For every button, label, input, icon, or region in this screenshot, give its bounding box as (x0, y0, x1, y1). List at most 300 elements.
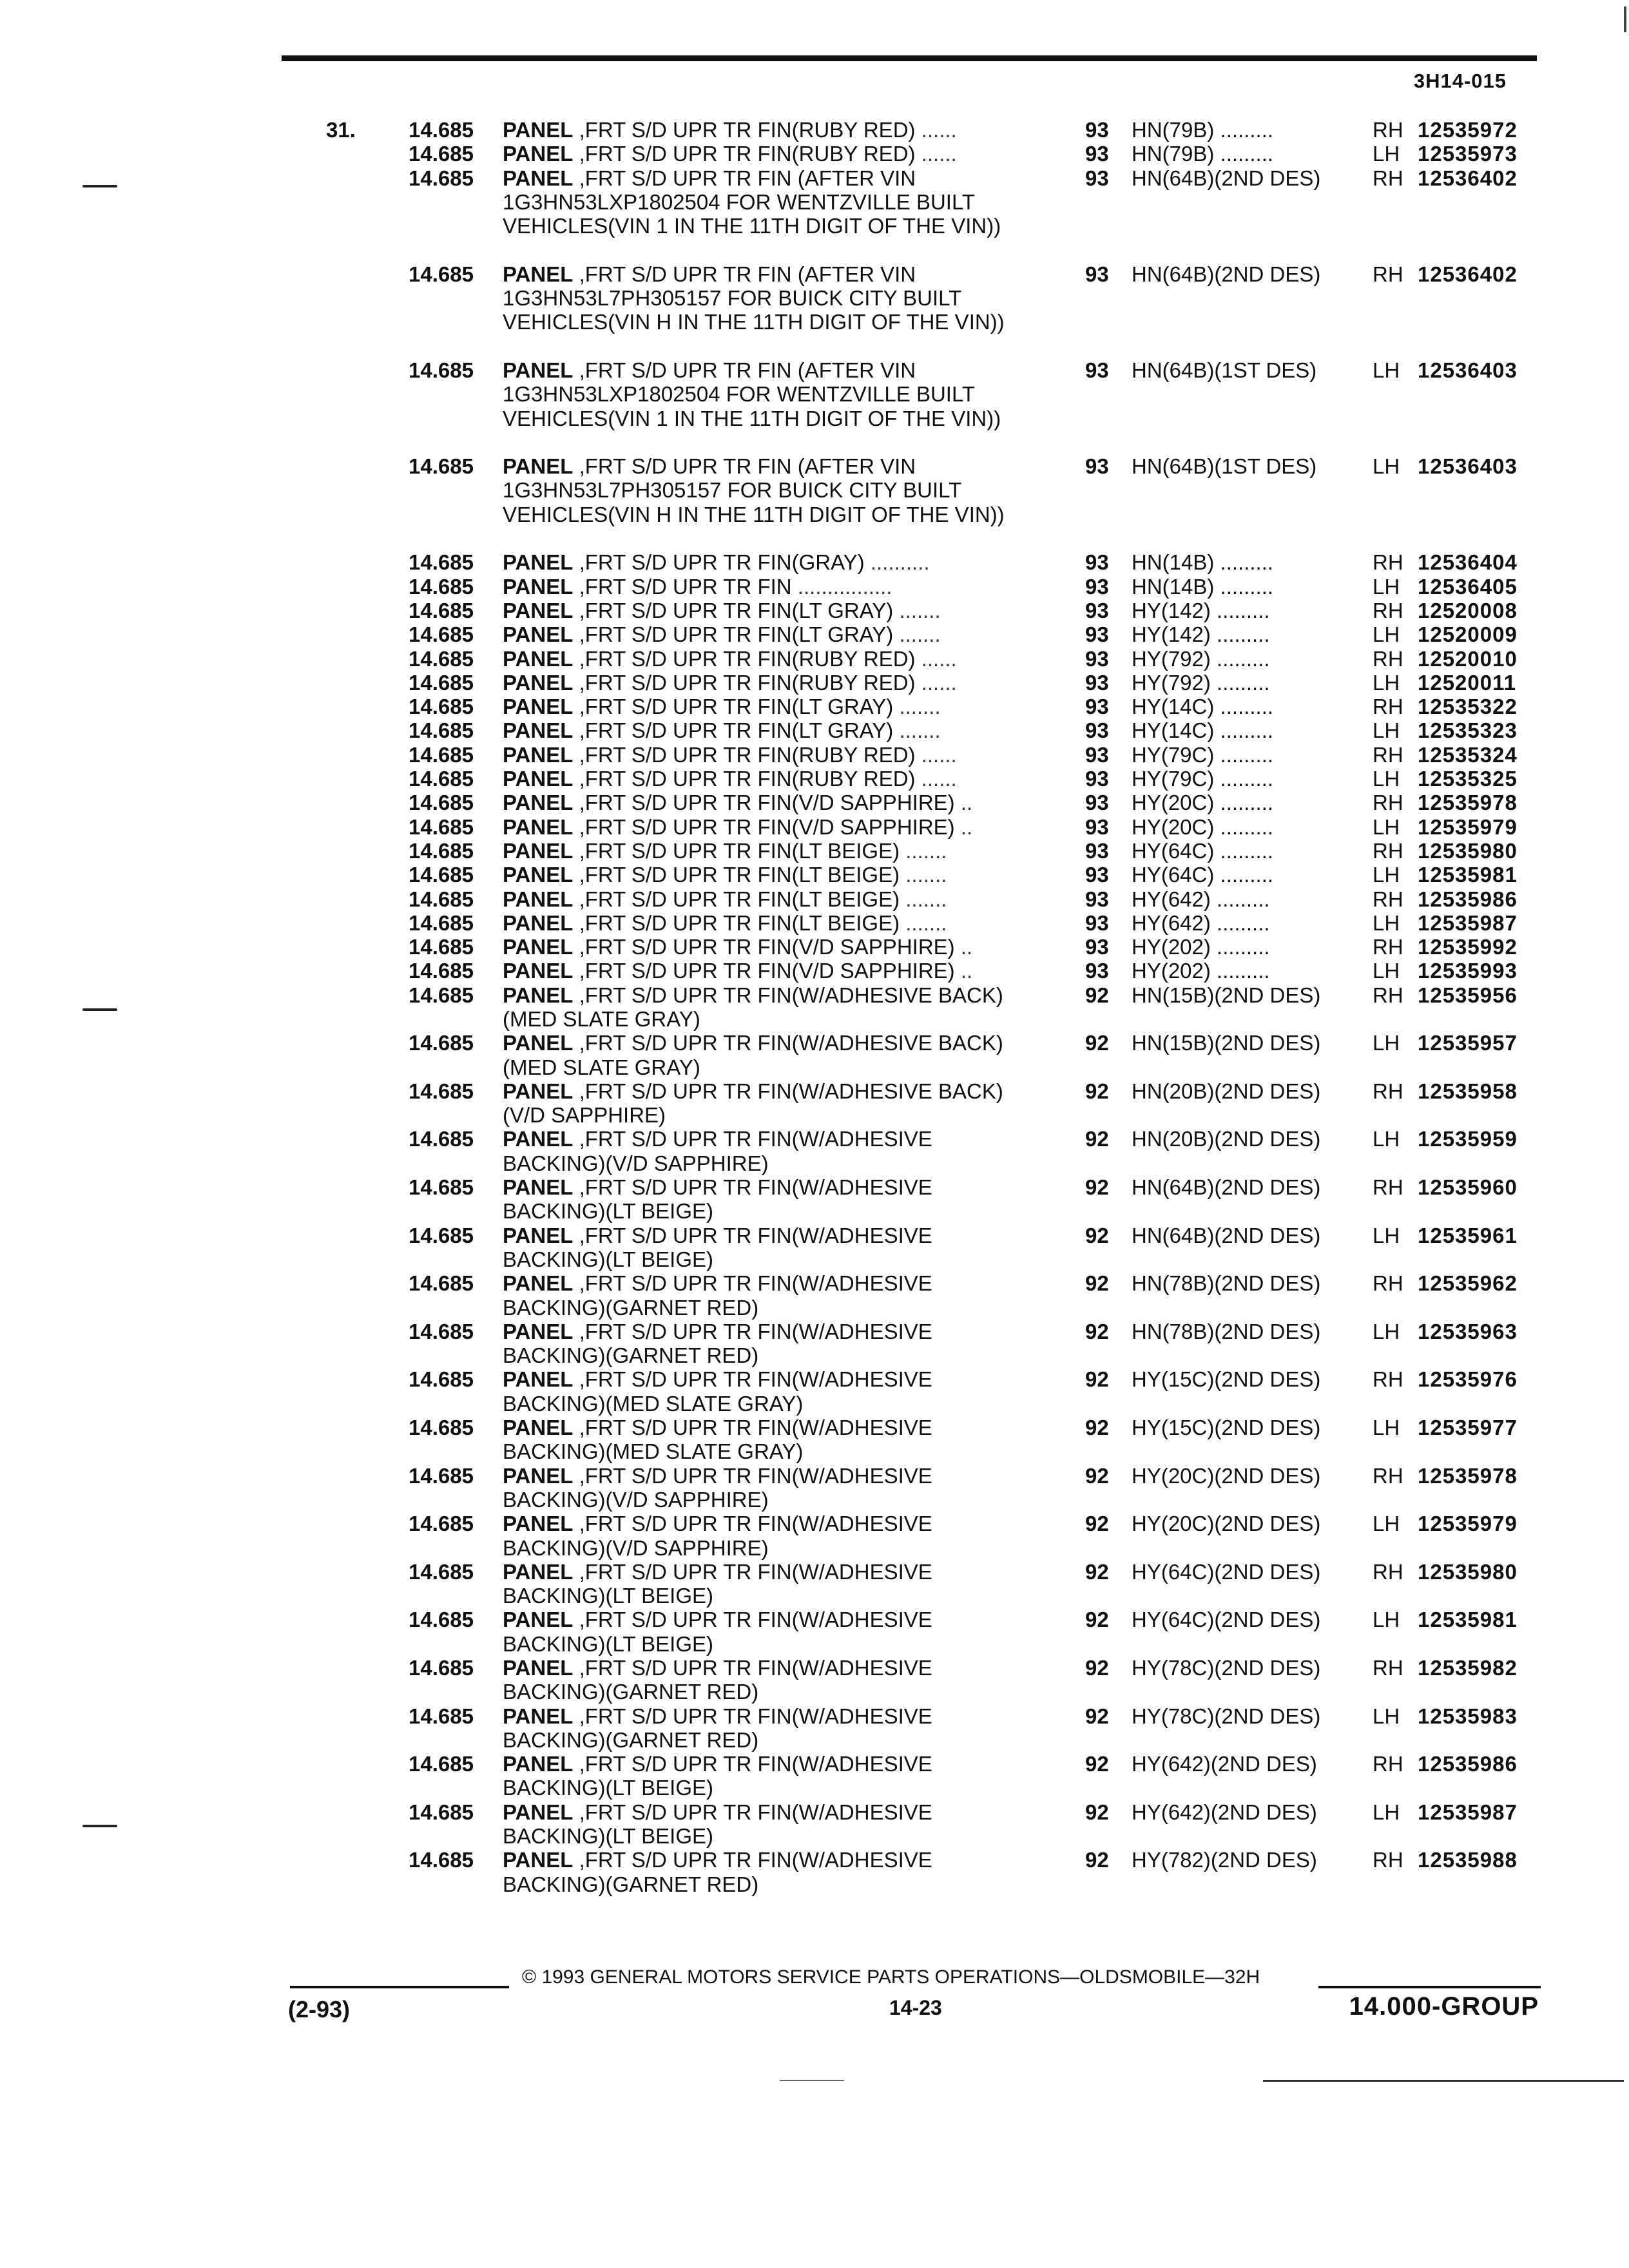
model-year: 93 (1085, 814, 1109, 839)
model-code: HY(78C)(2ND DES) (1132, 1656, 1321, 1680)
part-name: PANEL (503, 622, 574, 647)
part-number: 12535324 (1418, 742, 1518, 767)
model-year: 92 (1085, 1367, 1109, 1392)
model-year: 92 (1085, 1704, 1109, 1728)
part-detail: ,FRT S/D UPR TR FIN(RUBY RED) (573, 767, 916, 791)
table-row (0, 1175, 1629, 1224)
dot-leader: ...... (915, 767, 957, 791)
part-description (503, 1848, 1031, 1896)
table-row (0, 599, 1629, 622)
part-number: 12535979 (1418, 814, 1518, 839)
table-row (0, 1512, 1629, 1560)
model-code: HY(14C) ......... (1132, 718, 1274, 743)
table-row (0, 1752, 1629, 1800)
part-detail: ,FRT S/D UPR TR FIN(W/ADHESIVE BACKING)(GARNET RED) (503, 1704, 932, 1752)
part-number: 12536403 (1418, 454, 1518, 479)
group-number: 14.685 (409, 1271, 474, 1296)
part-description (503, 815, 1031, 839)
dot-leader: ...... (915, 646, 957, 671)
side-code: RH (1373, 1752, 1403, 1776)
part-number: 12535961 (1418, 1223, 1518, 1247)
model-code: HY(64C) ......... (1132, 838, 1274, 863)
part-description (503, 1608, 1031, 1656)
footer-rule-right (1318, 1986, 1541, 1988)
side-code: LH (1373, 1512, 1400, 1536)
part-detail: ,FRT S/D UPR TR FIN(RUBY RED) (573, 118, 916, 142)
model-year: 93 (1085, 742, 1109, 767)
model-year: 92 (1085, 1608, 1109, 1632)
part-number: 12535978 (1418, 791, 1518, 815)
part-name: PANEL (503, 1416, 574, 1440)
part-number: 12535986 (1418, 1752, 1518, 1776)
side-code: LH (1373, 1031, 1400, 1055)
table-row (0, 1704, 1629, 1753)
model-code: HY(642)(2ND DES) (1132, 1752, 1317, 1776)
part-detail: ,FRT S/D UPR TR FIN(V/D SAPPHIRE) (573, 814, 955, 839)
part-number: 12520011 (1418, 670, 1517, 695)
part-name: PANEL (503, 1512, 574, 1536)
model-code: HN(14B) ......... (1132, 550, 1274, 575)
model-year: 92 (1085, 1512, 1109, 1536)
part-number: 12535976 (1418, 1367, 1518, 1392)
side-code: LH (1373, 358, 1400, 382)
part-name: PANEL (503, 1704, 574, 1728)
part-detail: ,FRT S/D UPR TR FIN(LT BEIGE) (573, 863, 900, 887)
side-code: LH (1373, 959, 1400, 983)
model-year: 92 (1085, 1800, 1109, 1824)
part-description (503, 695, 1031, 718)
part-description (503, 1464, 1031, 1512)
part-detail: ,FRT S/D UPR TR FIN(RUBY RED) (573, 742, 916, 767)
part-name: PANEL (503, 550, 574, 575)
table-row (0, 1608, 1629, 1656)
model-year: 92 (1085, 1319, 1109, 1343)
part-number: 12535325 (1418, 767, 1518, 791)
table-row (0, 743, 1629, 767)
part-description (503, 863, 1031, 887)
part-detail: ,FRT S/D UPR TR FIN(LT GRAY) (573, 695, 894, 719)
part-detail: ,FRT S/D UPR TR FIN(V/D SAPPHIRE) (573, 935, 955, 959)
part-name: PANEL (503, 695, 574, 719)
part-name: PANEL (503, 1271, 574, 1296)
model-code: HN(79B) ......... (1132, 118, 1274, 142)
part-name: PANEL (503, 887, 574, 911)
table-row (0, 1367, 1629, 1416)
group-number: 14.685 (409, 1800, 474, 1824)
part-detail: ,FRT S/D UPR TR FIN(LT GRAY) (573, 718, 894, 743)
part-detail: ,FRT S/D UPR TR FIN(W/ADHESIVE BACKING)(V/D SAPPHIRE) (503, 1127, 932, 1175)
part-detail: ,FRT S/D UPR TR FIN(W/ADHESIVE BACKING)(GARNET RED) (503, 1319, 932, 1368)
side-code: RH (1373, 935, 1403, 959)
part-name: PANEL (503, 1175, 574, 1200)
part-detail: ,FRT S/D UPR TR FIN(W/ADHESIVE BACKING)(V/D SAPPHIRE) (503, 1512, 932, 1560)
dot-leader: .. (954, 814, 973, 839)
side-code: RH (1373, 1848, 1403, 1872)
part-name: PANEL (503, 1752, 574, 1776)
part-number: 12535979 (1418, 1512, 1518, 1536)
group-number: 14.685 (409, 887, 474, 911)
part-description (503, 1271, 1031, 1320)
page-id: 3H14-015 (1413, 70, 1507, 92)
model-code: HY(782)(2ND DES) (1132, 1848, 1317, 1872)
table-row (0, 1031, 1629, 1079)
group-number: 14.685 (409, 622, 474, 647)
table-row (0, 1800, 1629, 1849)
table-row (0, 887, 1629, 911)
part-description (503, 767, 1031, 791)
model-year: 93 (1085, 142, 1109, 166)
part-name: PANEL (503, 767, 574, 791)
part-detail: ,FRT S/D UPR TR FIN(GRAY) (573, 550, 865, 575)
side-code: RH (1373, 598, 1403, 622)
model-code: HY(64C)(2ND DES) (1132, 1608, 1321, 1632)
part-detail: ,FRT S/D UPR TR FIN (AFTER VIN 1G3HN53LXP1802504 FOR WENTZVILLE BUILT VEHICLES(VIN 1 IN THE 11TH DIGIT OF THE VIN)) (503, 358, 1001, 430)
side-code: LH (1373, 767, 1400, 791)
side-code: LH (1373, 1127, 1400, 1151)
part-number: 12535322 (1418, 695, 1518, 719)
group-number: 14.685 (409, 767, 474, 791)
part-name: PANEL (503, 142, 574, 166)
part-description (503, 1512, 1031, 1560)
group-number: 14.685 (409, 1656, 474, 1680)
part-name: PANEL (503, 1031, 574, 1055)
part-description (503, 142, 1031, 166)
model-year: 93 (1085, 887, 1109, 911)
group-number: 14.685 (409, 1848, 474, 1872)
part-description (503, 983, 1031, 1032)
side-code: RH (1373, 791, 1403, 815)
part-name: PANEL (503, 454, 574, 479)
dot-leader: ....... (900, 838, 947, 863)
bottom-rule (1263, 2080, 1624, 2082)
model-code: HY(142) ......... (1132, 598, 1270, 622)
part-detail: ,FRT S/D UPR TR FIN(V/D SAPPHIRE) (573, 959, 955, 983)
model-year: 92 (1085, 1656, 1109, 1680)
group-label: 14.000-GROUP (1349, 1992, 1539, 2021)
side-code: RH (1373, 742, 1403, 767)
model-year: 93 (1085, 622, 1109, 647)
group-number: 14.685 (409, 1512, 474, 1536)
side-code: LH (1373, 1608, 1400, 1632)
model-code: HY(20C) ......... (1132, 791, 1274, 815)
model-code: HN(79B) ......... (1132, 142, 1274, 166)
table-row (0, 262, 1629, 358)
part-number: 12520008 (1418, 598, 1518, 622)
table-row (0, 358, 1629, 454)
group-number: 14.685 (409, 358, 474, 382)
side-code: RH (1373, 550, 1403, 575)
side-code: LH (1373, 142, 1400, 166)
part-description (503, 1079, 1031, 1128)
table-row (0, 647, 1629, 671)
model-code: HY(78C)(2ND DES) (1132, 1704, 1321, 1728)
part-detail: ,FRT S/D UPR TR FIN(RUBY RED) (573, 670, 916, 695)
model-code: HY(792) ......... (1132, 646, 1270, 671)
part-name: PANEL (503, 983, 574, 1007)
model-year: 93 (1085, 838, 1109, 863)
part-number: 12535981 (1418, 863, 1518, 887)
part-number: 12535986 (1418, 887, 1518, 911)
part-number: 12535972 (1418, 118, 1518, 142)
part-description (503, 1560, 1031, 1608)
model-year: 93 (1085, 454, 1109, 479)
dot-leader: .......... (864, 550, 930, 575)
part-detail: ,FRT S/D UPR TR FIN(LT BEIGE) (573, 887, 900, 911)
group-number: 14.685 (409, 1079, 474, 1103)
table-row (0, 166, 1629, 262)
table-row (0, 1560, 1629, 1608)
side-code: RH (1373, 695, 1403, 719)
table-row (0, 695, 1629, 718)
page-number: 14-23 (889, 1996, 942, 2019)
dot-leader: .. (954, 935, 973, 959)
part-name: PANEL (503, 1656, 574, 1680)
header-rule (282, 55, 1537, 61)
side-code: RH (1373, 118, 1403, 142)
group-number: 14.685 (409, 983, 474, 1007)
part-number: 12535981 (1418, 1608, 1518, 1632)
model-code: HN(64B)(2ND DES) (1132, 1223, 1321, 1247)
part-detail: ,FRT S/D UPR TR FIN(W/ADHESIVE BACK)(MED SLATE GRAY) (503, 1031, 1003, 1079)
part-number: 12535963 (1418, 1319, 1518, 1343)
part-detail: ,FRT S/D UPR TR FIN(LT GRAY) (573, 622, 894, 647)
part-number: 12535983 (1418, 1704, 1518, 1728)
part-description (503, 1752, 1031, 1800)
model-code: HY(14C) ......... (1132, 695, 1274, 719)
model-code: HN(78B)(2ND DES) (1132, 1319, 1321, 1343)
dot-leader: ....... (893, 695, 941, 719)
model-code: HY(79C) ......... (1132, 742, 1274, 767)
part-name: PANEL (503, 910, 574, 935)
part-name: PANEL (503, 959, 574, 983)
footer-rule-left (290, 1986, 509, 1988)
model-code: HY(20C)(2ND DES) (1132, 1512, 1321, 1536)
group-number: 14.685 (409, 910, 474, 935)
part-number: 12535956 (1418, 983, 1518, 1007)
table-row (0, 1127, 1629, 1175)
table-row (0, 1416, 1629, 1464)
table-row (0, 671, 1629, 695)
model-year: 92 (1085, 1031, 1109, 1055)
table-row (0, 454, 1629, 550)
part-name: PANEL (503, 166, 574, 190)
part-number: 12535960 (1418, 1175, 1518, 1200)
part-detail: ,FRT S/D UPR TR FIN (573, 574, 792, 599)
group-number: 14.685 (409, 1367, 474, 1392)
part-number: 12535987 (1418, 910, 1518, 935)
model-year: 93 (1085, 118, 1109, 142)
side-code: RH (1373, 646, 1403, 671)
group-number: 14.685 (409, 1752, 474, 1776)
part-number: 12536402 (1418, 262, 1518, 286)
group-number: 14.685 (409, 454, 474, 479)
side-code: RH (1373, 1271, 1403, 1296)
revision-date: (2-93) (288, 1996, 351, 2023)
model-code: HN(15B)(2ND DES) (1132, 1031, 1321, 1055)
part-detail: ,FRT S/D UPR TR FIN(LT BEIGE) (573, 838, 900, 863)
group-number: 14.685 (409, 118, 474, 142)
part-description (503, 791, 1031, 814)
part-description (503, 935, 1031, 959)
table-row (0, 839, 1629, 863)
part-name: PANEL (503, 935, 574, 959)
part-description (503, 1800, 1031, 1849)
part-description (503, 911, 1031, 935)
dot-leader: ....... (893, 622, 941, 647)
dot-leader: ....... (900, 910, 947, 935)
side-code: LH (1373, 1416, 1400, 1440)
group-number: 14.685 (409, 935, 474, 959)
part-number: 12535973 (1418, 142, 1518, 166)
side-code: LH (1373, 574, 1400, 599)
model-code: HN(64B)(1ST DES) (1132, 358, 1317, 382)
table-row (0, 118, 1629, 142)
copyright-notice: © 1993 GENERAL MOTORS SERVICE PARTS OPERATIONS—OLDSMOBILE—32H (522, 1966, 1260, 1988)
part-detail: ,FRT S/D UPR TR FIN(RUBY RED) (573, 646, 916, 671)
part-detail: ,FRT S/D UPR TR FIN(W/ADHESIVE BACKING)(LT BEIGE) (503, 1800, 932, 1849)
part-name: PANEL (503, 358, 574, 382)
model-year: 93 (1085, 935, 1109, 959)
model-year: 93 (1085, 863, 1109, 887)
side-code: RH (1373, 838, 1403, 863)
part-detail: ,FRT S/D UPR TR FIN(RUBY RED) (573, 142, 916, 166)
part-description (503, 743, 1031, 767)
group-number: 14.685 (409, 646, 474, 671)
model-year: 92 (1085, 983, 1109, 1007)
side-code: LH (1373, 814, 1400, 839)
group-number: 14.685 (409, 1559, 474, 1584)
group-number: 14.685 (409, 1463, 474, 1488)
part-detail: ,FRT S/D UPR TR FIN (AFTER VIN 1G3HN53L7PH305157 FOR BUICK CITY BUILT VEHICLES(VIN H IN THE 11TH DIGIT OF THE VIN)) (503, 454, 1005, 526)
side-code: RH (1373, 1559, 1403, 1584)
part-name: PANEL (503, 574, 574, 599)
model-code: HN(15B)(2ND DES) (1132, 983, 1321, 1007)
group-number: 14.685 (409, 1223, 474, 1247)
dot-leader: ...... (915, 670, 957, 695)
model-code: HY(202) ......... (1132, 959, 1270, 983)
part-description (503, 1127, 1031, 1175)
part-number: 12535323 (1418, 718, 1518, 743)
group-number: 14.685 (409, 1175, 474, 1200)
parts-list (0, 118, 1629, 1896)
dot-leader: ....... (900, 863, 947, 887)
model-year: 93 (1085, 166, 1109, 190)
part-description (503, 718, 1031, 742)
part-name: PANEL (503, 742, 574, 767)
part-number: 12535988 (1418, 1848, 1518, 1872)
group-number: 14.685 (409, 670, 474, 695)
dot-leader: .. (954, 959, 973, 983)
part-name: PANEL (503, 1079, 574, 1103)
model-year: 93 (1085, 910, 1109, 935)
model-code: HY(642) ......... (1132, 910, 1270, 935)
part-description (503, 887, 1031, 911)
part-description (503, 118, 1031, 142)
model-year: 93 (1085, 262, 1109, 286)
model-code: HY(15C)(2ND DES) (1132, 1416, 1321, 1440)
model-code: HN(64B)(2ND DES) (1132, 262, 1321, 286)
group-number: 14.685 (409, 1608, 474, 1632)
part-description (503, 622, 1031, 646)
model-code: HY(15C)(2ND DES) (1132, 1367, 1321, 1392)
part-detail: ,FRT S/D UPR TR FIN(W/ADHESIVE BACKING)(V/D SAPPHIRE) (503, 1463, 932, 1512)
model-year: 93 (1085, 646, 1109, 671)
dot-leader: ....... (893, 598, 941, 622)
model-year: 93 (1085, 695, 1109, 719)
model-code: HY(642)(2ND DES) (1132, 1800, 1317, 1824)
part-number: 12535978 (1418, 1463, 1518, 1488)
group-number: 14.685 (409, 598, 474, 622)
part-detail: ,FRT S/D UPR TR FIN(W/ADHESIVE BACKING)(MED SLATE GRAY) (503, 1416, 932, 1464)
group-number: 14.685 (409, 142, 474, 166)
part-name: PANEL (503, 838, 574, 863)
table-row (0, 983, 1629, 1032)
table-row (0, 1271, 1629, 1320)
part-name: PANEL (503, 1800, 574, 1824)
part-description (503, 575, 1031, 599)
model-year: 93 (1085, 791, 1109, 815)
model-year: 92 (1085, 1416, 1109, 1440)
part-name: PANEL (503, 863, 574, 887)
side-code: RH (1373, 262, 1403, 286)
table-row (0, 815, 1629, 839)
model-year: 93 (1085, 574, 1109, 599)
model-year: 92 (1085, 1559, 1109, 1584)
side-code: LH (1373, 718, 1400, 743)
model-code: HY(642) ......... (1132, 887, 1270, 911)
model-code: HY(79C) ......... (1132, 767, 1274, 791)
part-detail: ,FRT S/D UPR TR FIN(W/ADHESIVE BACKING)(GARNET RED) (503, 1656, 932, 1704)
group-number: 14.685 (409, 863, 474, 887)
part-description (503, 550, 1031, 574)
part-name: PANEL (503, 1559, 574, 1584)
table-row (0, 575, 1629, 599)
side-code: LH (1373, 863, 1400, 887)
model-year: 92 (1085, 1463, 1109, 1488)
dot-leader: ...... (915, 142, 957, 166)
side-code: RH (1373, 1175, 1403, 1200)
part-number: 12535992 (1418, 935, 1518, 959)
side-code: LH (1373, 1223, 1400, 1247)
part-detail: ,FRT S/D UPR TR FIN(V/D SAPPHIRE) (573, 791, 955, 815)
group-number: 14.685 (409, 262, 474, 286)
model-code: HN(14B) ......... (1132, 574, 1274, 599)
group-number: 14.685 (409, 814, 474, 839)
part-number: 12535980 (1418, 838, 1518, 863)
part-description (503, 599, 1031, 622)
part-name: PANEL (503, 118, 574, 142)
part-number: 12535958 (1418, 1079, 1518, 1103)
part-description (503, 1367, 1031, 1416)
model-code: HY(142) ......... (1132, 622, 1270, 647)
part-description (503, 959, 1031, 983)
side-code: LH (1373, 910, 1400, 935)
model-year: 93 (1085, 767, 1109, 791)
table-row (0, 791, 1629, 814)
part-number: 12535977 (1418, 1416, 1518, 1440)
part-name: PANEL (503, 814, 574, 839)
group-number: 14.685 (409, 742, 474, 767)
side-code: LH (1373, 622, 1400, 647)
part-number: 12520010 (1418, 646, 1518, 671)
part-detail: ,FRT S/D UPR TR FIN(W/ADHESIVE BACKING)(GARNET RED) (503, 1848, 932, 1896)
part-name: PANEL (503, 1608, 574, 1632)
part-description (503, 1656, 1031, 1704)
part-name: PANEL (503, 1367, 574, 1392)
side-code: RH (1373, 1463, 1403, 1488)
table-row (0, 1848, 1629, 1896)
side-code: LH (1373, 670, 1400, 695)
